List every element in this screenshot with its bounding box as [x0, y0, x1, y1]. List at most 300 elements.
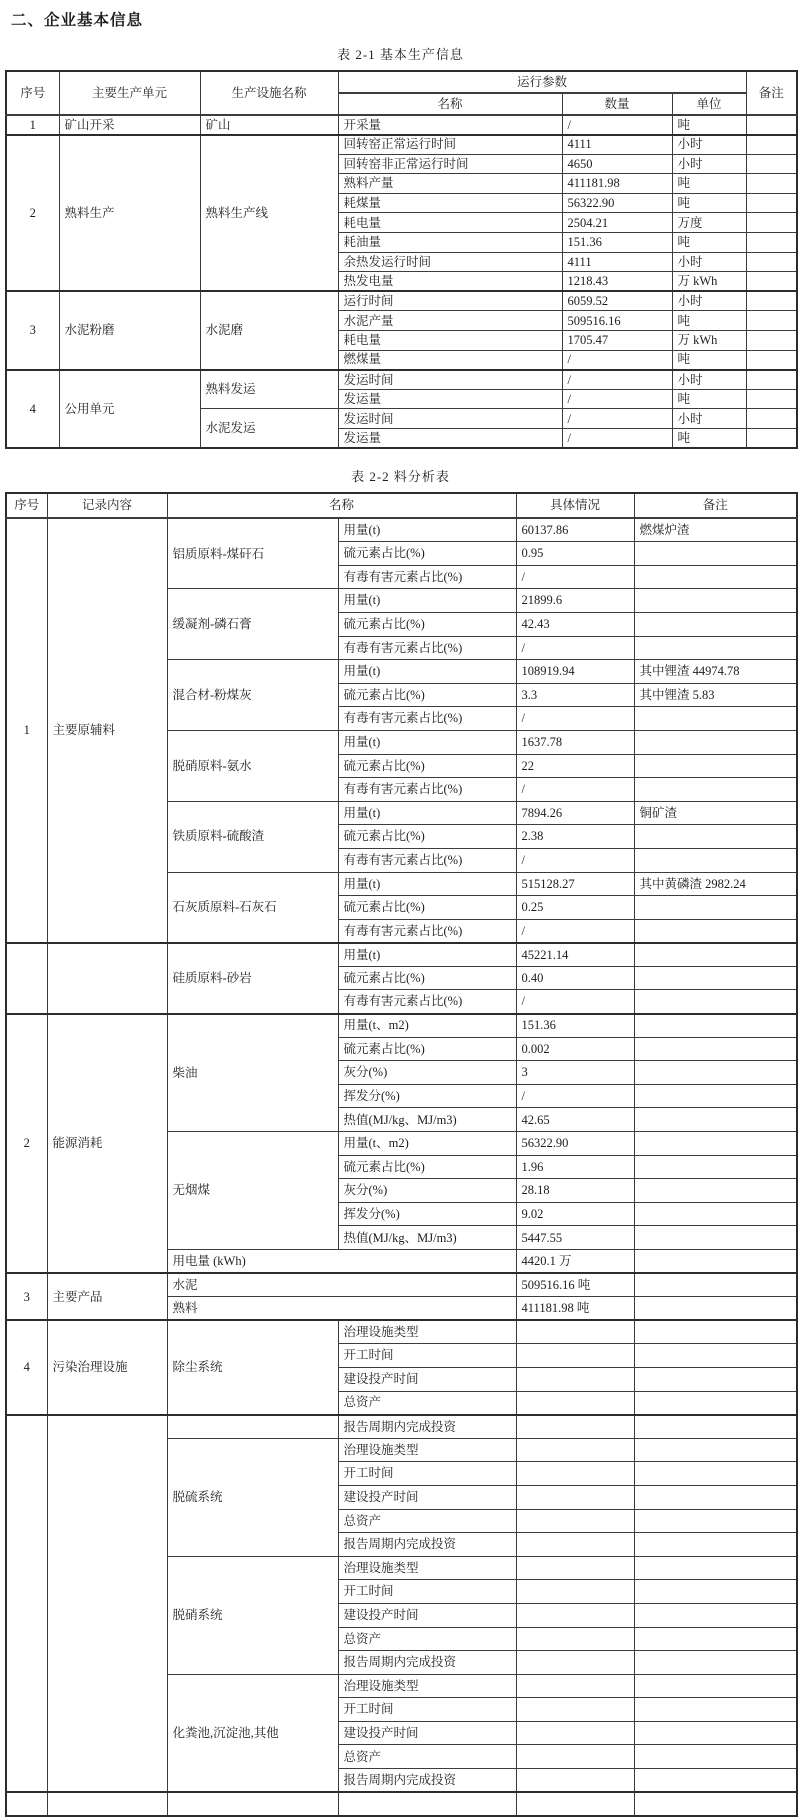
data-cell	[746, 233, 797, 253]
data-cell: 有毒有害元素占比(%)	[338, 778, 516, 802]
data-cell: 3.3	[516, 683, 634, 707]
data-cell	[634, 1603, 797, 1627]
header-cell: 名称	[338, 93, 562, 115]
data-cell: 0.25	[516, 896, 634, 920]
data-cell	[634, 896, 797, 920]
data-cell: 其中黄磷渣 2982.24	[634, 872, 797, 896]
data-cell: 4650	[562, 154, 672, 174]
data-cell: 42.65	[516, 1108, 634, 1132]
data-cell: 水泥粉磨	[59, 291, 200, 369]
data-cell	[516, 1415, 634, 1439]
data-cell: 411181.98 吨	[516, 1297, 634, 1321]
data-cell: 45221.14	[516, 943, 634, 967]
data-cell: 515128.27	[516, 872, 634, 896]
data-cell: 水泥发运	[200, 409, 338, 448]
data-cell: 报告周期内完成投资	[338, 1769, 516, 1793]
data-cell: 509516.16	[562, 311, 672, 331]
data-cell	[516, 1462, 634, 1486]
data-cell	[516, 1698, 634, 1722]
data-cell	[516, 1674, 634, 1698]
data-cell	[338, 1792, 516, 1816]
data-cell: 有毒有害元素占比(%)	[338, 990, 516, 1014]
data-cell: 用量(t、m2)	[338, 1014, 516, 1038]
header-cell: 名称	[167, 493, 516, 518]
table-row	[6, 1014, 797, 1038]
data-cell	[746, 174, 797, 194]
data-cell: 0.95	[516, 542, 634, 566]
data-cell	[746, 389, 797, 409]
data-cell	[746, 154, 797, 174]
data-cell	[746, 135, 797, 155]
data-cell	[634, 919, 797, 943]
data-cell: 化粪池,沉淀池,其他	[167, 1674, 338, 1792]
data-cell	[634, 1769, 797, 1793]
table-2-1-caption: 表 2-1 基本生产信息	[337, 47, 464, 62]
data-cell	[746, 193, 797, 213]
data-cell	[634, 612, 797, 636]
data-cell	[516, 1603, 634, 1627]
data-cell: 建设投产时间	[338, 1367, 516, 1391]
data-cell	[634, 1533, 797, 1557]
table-row	[6, 1792, 797, 1816]
data-cell	[634, 1297, 797, 1321]
data-cell: 开采量	[338, 115, 562, 135]
data-cell	[634, 1651, 797, 1675]
data-cell: 除尘系统	[167, 1320, 338, 1414]
table-row	[6, 518, 797, 542]
data-cell: 挥发分(%)	[338, 1202, 516, 1226]
data-cell: 用量(t)	[338, 943, 516, 967]
data-cell	[634, 1745, 797, 1769]
data-cell: 发运时间	[338, 370, 562, 390]
data-cell: 铝质原料-煤矸石	[167, 518, 338, 589]
page-title: 二、企业基本信息	[11, 12, 144, 29]
data-cell: 治理设施类型	[338, 1438, 516, 1462]
data-cell	[634, 1580, 797, 1604]
data-cell: /	[562, 389, 672, 409]
data-cell	[634, 1415, 797, 1439]
header-cell: 备注	[746, 71, 797, 115]
data-cell: 21899.6	[516, 589, 634, 613]
data-cell: 509516.16 吨	[516, 1273, 634, 1297]
data-cell: 小时	[672, 409, 746, 429]
data-cell: /	[562, 350, 672, 370]
data-cell	[634, 589, 797, 613]
data-cell: 硫元素占比(%)	[338, 966, 516, 990]
data-cell: 用量(t)	[338, 660, 516, 684]
data-cell: 开工时间	[338, 1344, 516, 1368]
data-cell: 柴油	[167, 1014, 338, 1132]
data-cell	[634, 1202, 797, 1226]
data-cell	[634, 1250, 797, 1274]
data-cell	[47, 1792, 167, 1816]
data-cell	[634, 943, 797, 967]
data-cell: 42.43	[516, 612, 634, 636]
data-cell: 熟料	[167, 1297, 516, 1321]
data-cell	[634, 778, 797, 802]
data-cell	[47, 1415, 167, 1793]
data-cell	[634, 1226, 797, 1250]
data-cell	[516, 1344, 634, 1368]
data-cell	[6, 1792, 47, 1816]
data-cell: 水泥磨	[200, 291, 338, 369]
table-row	[6, 71, 797, 93]
data-cell: 耗电量	[338, 331, 562, 351]
data-cell: 3	[516, 1061, 634, 1085]
data-cell: 小时	[672, 291, 746, 311]
data-cell: 燃煤炉渣	[634, 518, 797, 542]
data-cell: 0.40	[516, 966, 634, 990]
data-cell: 28.18	[516, 1179, 634, 1203]
data-cell	[516, 1627, 634, 1651]
data-cell: 建设投产时间	[338, 1485, 516, 1509]
table-2-2-caption: 表 2-2 料分析表	[351, 469, 450, 485]
data-cell: 用量(t、m2)	[338, 1132, 516, 1156]
data-cell: 6059.52	[562, 291, 672, 311]
data-cell	[516, 1533, 634, 1557]
data-cell: 4111	[562, 135, 672, 155]
data-cell	[746, 252, 797, 272]
data-cell: 无烟煤	[167, 1132, 338, 1250]
data-cell: /	[562, 409, 672, 429]
data-cell	[516, 1745, 634, 1769]
data-cell: 吨	[672, 193, 746, 213]
data-cell: 公用单元	[59, 370, 200, 448]
data-cell	[634, 1179, 797, 1203]
data-cell: 0.002	[516, 1037, 634, 1061]
data-cell: 报告周期内完成投资	[338, 1651, 516, 1675]
data-cell	[516, 1580, 634, 1604]
data-cell	[634, 565, 797, 589]
data-cell: 1218.43	[562, 272, 672, 292]
data-cell: 总资产	[338, 1509, 516, 1533]
data-cell: 用量(t)	[338, 801, 516, 825]
data-cell	[634, 1273, 797, 1297]
data-cell: 用量(t)	[338, 872, 516, 896]
data-cell: 硫元素占比(%)	[338, 1037, 516, 1061]
data-cell: 治理设施类型	[338, 1674, 516, 1698]
data-cell: 1.96	[516, 1155, 634, 1179]
data-cell: 总资产	[338, 1627, 516, 1651]
table-2-2	[5, 492, 798, 1817]
table-row	[6, 943, 797, 967]
table-row	[6, 135, 797, 155]
data-cell	[746, 291, 797, 311]
table-row	[6, 1273, 797, 1297]
data-cell: /	[562, 370, 672, 390]
data-cell: 水泥	[167, 1273, 516, 1297]
data-cell: 运行时间	[338, 291, 562, 311]
table-row	[6, 493, 797, 518]
header-cell: 备注	[634, 493, 797, 518]
table-2-1	[5, 70, 798, 449]
data-cell: 硫元素占比(%)	[338, 1155, 516, 1179]
header-cell: 序号	[6, 71, 59, 115]
data-cell: /	[516, 1084, 634, 1108]
data-cell: 主要产品	[47, 1273, 167, 1320]
data-cell: 回转窑正常运行时间	[338, 135, 562, 155]
data-cell	[634, 730, 797, 754]
data-cell: 总资产	[338, 1745, 516, 1769]
data-cell	[634, 1084, 797, 1108]
data-cell	[634, 1014, 797, 1038]
data-cell	[516, 1556, 634, 1580]
data-cell: 缓凝剂-磷石膏	[167, 589, 338, 660]
header-cell: 具体情况	[516, 493, 634, 518]
data-cell: 脱硝系统	[167, 1556, 338, 1674]
data-cell: 2.38	[516, 825, 634, 849]
data-cell: 报告周期内完成投资	[338, 1533, 516, 1557]
data-cell: /	[516, 565, 634, 589]
data-cell: 151.36	[562, 233, 672, 253]
data-cell	[746, 311, 797, 331]
data-cell: 开工时间	[338, 1462, 516, 1486]
data-cell: 2	[6, 135, 59, 292]
data-cell: 小时	[672, 252, 746, 272]
data-cell: 5447.55	[516, 1226, 634, 1250]
data-cell: 主要原辅料	[47, 518, 167, 943]
data-cell: 3	[6, 1273, 47, 1320]
data-cell	[746, 115, 797, 135]
data-cell: 108919.94	[516, 660, 634, 684]
data-cell: 热值(MJ/kg、MJ/m3)	[338, 1108, 516, 1132]
header-cell: 运行参数	[338, 71, 746, 93]
data-cell: 2	[6, 1014, 47, 1274]
data-cell: 熟料生产线	[200, 135, 338, 292]
table-2-1-container	[5, 70, 796, 449]
data-cell: 矿山开采	[59, 115, 200, 135]
data-cell	[634, 1485, 797, 1509]
data-cell	[634, 848, 797, 872]
data-cell	[634, 1556, 797, 1580]
data-cell: 411181.98	[562, 174, 672, 194]
data-cell	[634, 1721, 797, 1745]
data-cell	[516, 1438, 634, 1462]
data-cell: /	[516, 707, 634, 731]
data-cell: /	[562, 115, 672, 135]
data-cell	[634, 1674, 797, 1698]
data-cell: 矿山	[200, 115, 338, 135]
data-cell: /	[516, 919, 634, 943]
data-cell: 吨	[672, 429, 746, 449]
data-cell: 燃煤量	[338, 350, 562, 370]
data-cell: 吨	[672, 174, 746, 194]
data-cell: 硅质原料-砂岩	[167, 943, 338, 1014]
data-cell	[516, 1367, 634, 1391]
data-cell: 万度	[672, 213, 746, 233]
data-cell	[634, 1698, 797, 1722]
data-cell: 22	[516, 754, 634, 778]
data-cell: 用电量 (kWh)	[167, 1250, 516, 1274]
data-cell: 用量(t)	[338, 730, 516, 754]
data-cell: /	[516, 636, 634, 660]
data-cell	[634, 1344, 797, 1368]
data-cell	[634, 707, 797, 731]
data-cell	[746, 272, 797, 292]
data-cell: 用量(t)	[338, 589, 516, 613]
data-cell	[634, 1462, 797, 1486]
data-cell: 小时	[672, 370, 746, 390]
data-cell: 万 kWh	[672, 331, 746, 351]
data-cell: 污染治理设施	[47, 1320, 167, 1414]
data-cell: 其中锂渣 5.83	[634, 683, 797, 707]
data-cell: 1705.47	[562, 331, 672, 351]
table-row	[6, 115, 797, 135]
data-cell	[634, 966, 797, 990]
data-cell: 有毒有害元素占比(%)	[338, 565, 516, 589]
data-cell	[634, 825, 797, 849]
data-cell: 热发电量	[338, 272, 562, 292]
data-cell: 7894.26	[516, 801, 634, 825]
header-cell: 主要生产单元	[59, 71, 200, 115]
data-cell	[47, 943, 167, 1014]
data-cell: /	[516, 778, 634, 802]
data-cell: 熟料产量	[338, 174, 562, 194]
data-cell	[746, 370, 797, 390]
data-cell: 60137.86	[516, 518, 634, 542]
data-cell: 铁质原料-硫酸渣	[167, 801, 338, 872]
data-cell	[746, 331, 797, 351]
data-cell	[516, 1721, 634, 1745]
data-cell: 有毒有害元素占比(%)	[338, 919, 516, 943]
data-cell	[634, 1391, 797, 1415]
data-cell	[634, 1037, 797, 1061]
data-cell: 熟料发运	[200, 370, 338, 409]
data-cell: 热值(MJ/kg、MJ/m3)	[338, 1226, 516, 1250]
data-cell: 小时	[672, 135, 746, 155]
data-cell: 回转窑非正常运行时间	[338, 154, 562, 174]
data-cell: 56322.90	[516, 1132, 634, 1156]
data-cell: 151.36	[516, 1014, 634, 1038]
data-cell: 耗电量	[338, 213, 562, 233]
data-cell: 有毒有害元素占比(%)	[338, 707, 516, 731]
data-cell: 1	[6, 518, 47, 943]
data-cell	[167, 1415, 338, 1439]
header-cell: 生产设施名称	[200, 71, 338, 115]
data-cell	[634, 754, 797, 778]
data-cell: 56322.90	[562, 193, 672, 213]
data-cell	[634, 1155, 797, 1179]
data-cell: 4	[6, 1320, 47, 1414]
data-cell: 建设投产时间	[338, 1721, 516, 1745]
data-cell	[634, 542, 797, 566]
data-cell: 能源消耗	[47, 1014, 167, 1274]
data-cell: 1	[6, 115, 59, 135]
data-cell: /	[562, 429, 672, 449]
data-cell	[516, 1792, 634, 1816]
data-cell: 用量(t)	[338, 518, 516, 542]
data-cell	[634, 1061, 797, 1085]
data-cell	[634, 1320, 797, 1344]
data-cell: 治理设施类型	[338, 1556, 516, 1580]
data-cell: 脱硫系统	[167, 1438, 338, 1556]
data-cell: 石灰质原料-石灰石	[167, 872, 338, 943]
data-cell: 开工时间	[338, 1698, 516, 1722]
data-cell: 灰分(%)	[338, 1061, 516, 1085]
data-cell: 报告周期内完成投资	[338, 1415, 516, 1439]
data-cell	[634, 1132, 797, 1156]
data-cell: 耗油量	[338, 233, 562, 253]
data-cell: 硫元素占比(%)	[338, 612, 516, 636]
data-cell: 开工时间	[338, 1580, 516, 1604]
data-cell: 吨	[672, 389, 746, 409]
data-cell	[746, 350, 797, 370]
data-cell: 发运量	[338, 389, 562, 409]
data-cell: 硫元素占比(%)	[338, 683, 516, 707]
data-cell: 硫元素占比(%)	[338, 896, 516, 920]
data-cell: 脱硝原料-氨水	[167, 730, 338, 801]
data-cell: 铜矿渣	[634, 801, 797, 825]
data-cell	[6, 1415, 47, 1793]
data-cell: 挥发分(%)	[338, 1084, 516, 1108]
data-cell	[6, 943, 47, 1014]
table-row	[6, 1320, 797, 1344]
data-cell	[634, 1792, 797, 1816]
data-cell: 其中锂渣 44974.78	[634, 660, 797, 684]
data-cell: 水泥产量	[338, 311, 562, 331]
data-cell: /	[516, 990, 634, 1014]
data-cell: 有毒有害元素占比(%)	[338, 848, 516, 872]
data-cell	[634, 1438, 797, 1462]
data-cell: 硫元素占比(%)	[338, 754, 516, 778]
table-row	[6, 370, 797, 390]
data-cell: 4111	[562, 252, 672, 272]
data-cell: 有毒有害元素占比(%)	[338, 636, 516, 660]
data-cell: 2504.21	[562, 213, 672, 233]
data-cell: 4420.1 万	[516, 1250, 634, 1274]
data-cell	[634, 636, 797, 660]
data-cell: 吨	[672, 115, 746, 135]
data-cell	[516, 1769, 634, 1793]
data-cell: 熟料生产	[59, 135, 200, 292]
header-cell: 单位	[672, 93, 746, 115]
data-cell: 1637.78	[516, 730, 634, 754]
data-cell: 吨	[672, 350, 746, 370]
data-cell: 耗煤量	[338, 193, 562, 213]
data-cell	[634, 1367, 797, 1391]
header-cell: 记录内容	[47, 493, 167, 518]
data-cell	[516, 1651, 634, 1675]
data-cell	[746, 213, 797, 233]
data-cell: 小时	[672, 154, 746, 174]
data-cell: 9.02	[516, 1202, 634, 1226]
data-cell: 混合材-粉煤灰	[167, 660, 338, 731]
data-cell: 总资产	[338, 1391, 516, 1415]
data-cell	[516, 1320, 634, 1344]
data-cell	[516, 1485, 634, 1509]
data-cell: 发运量	[338, 429, 562, 449]
data-cell	[746, 429, 797, 449]
header-cell: 数量	[562, 93, 672, 115]
data-cell	[634, 990, 797, 1014]
data-cell: 灰分(%)	[338, 1179, 516, 1203]
data-cell	[167, 1792, 338, 1816]
data-cell: 治理设施类型	[338, 1320, 516, 1344]
data-cell: 硫元素占比(%)	[338, 542, 516, 566]
data-cell: 万 kWh	[672, 272, 746, 292]
data-cell: 余热发运行时间	[338, 252, 562, 272]
data-cell: 4	[6, 370, 59, 448]
data-cell	[634, 1627, 797, 1651]
table-row	[6, 1415, 797, 1439]
data-cell: 吨	[672, 233, 746, 253]
table-2-2-container	[5, 492, 796, 1817]
data-cell: 建设投产时间	[338, 1603, 516, 1627]
data-cell: 吨	[672, 311, 746, 331]
data-cell	[634, 1509, 797, 1533]
header-cell: 序号	[6, 493, 47, 518]
table-row	[6, 291, 797, 311]
